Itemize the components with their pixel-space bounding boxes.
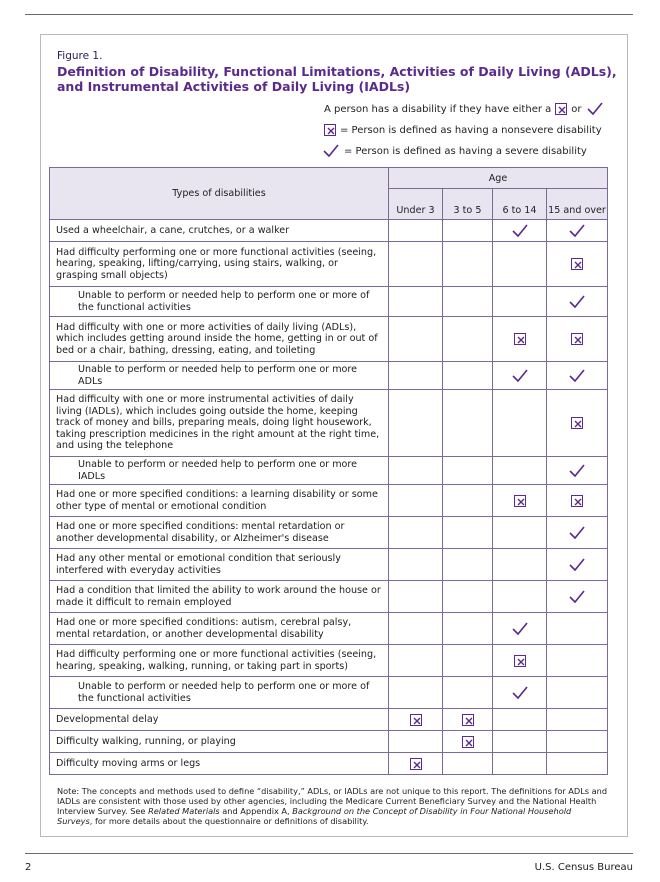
mark-cell	[443, 220, 493, 242]
mark-cell	[443, 242, 493, 287]
mark-cell	[547, 613, 608, 645]
x-box-icon	[410, 758, 422, 770]
legend-either-text: A person has a disability if they have either a	[324, 103, 552, 115]
table-note	[57, 786, 609, 826]
mark-cell	[547, 753, 608, 775]
table-row	[50, 549, 608, 581]
mark-cell	[389, 390, 443, 457]
mark-cell	[547, 581, 608, 613]
mark-cell	[443, 549, 493, 581]
legend-line-severe	[322, 143, 587, 159]
checkmark-icon	[568, 294, 586, 310]
mark-cell	[389, 517, 443, 549]
table-row	[50, 220, 608, 242]
row-description: Had difficulty with one or more instrumental activities of daily living (IADLs), which includes going outside the home, keeping track of money and bills, preparing meals, doing light housework, taking prescription medicines in the right amount at the right time, and using the telephone	[50, 390, 389, 457]
table-row	[50, 613, 608, 645]
legend-or-text: or	[571, 103, 582, 115]
mark-cell	[389, 220, 443, 242]
x-box-icon	[462, 714, 474, 726]
checkmark-icon	[568, 525, 586, 541]
mark-cell	[389, 677, 443, 709]
table-row	[50, 362, 608, 390]
mark-cell	[493, 517, 547, 549]
row-description: Had any other mental or emotional condition that seriously interfered with everyday activities	[50, 549, 389, 581]
mark-cell	[547, 317, 608, 362]
mark-cell	[443, 390, 493, 457]
mark-cell	[493, 677, 547, 709]
legend-nonsevere-text: = Person is defined as having a nonsevere disability	[340, 124, 602, 136]
mark-cell	[493, 317, 547, 362]
row-description: Had difficulty performing one or more functional activities (seeing, hearing, speaking, walking, running, or taking part in sports)	[50, 645, 389, 677]
mark-cell	[443, 317, 493, 362]
row-description: Used a wheelchair, a cane, crutches, or a walker	[50, 220, 389, 242]
note-part3: , for more details about the questionnaire or definitions of disability.	[89, 816, 369, 826]
row-description: Developmental delay	[50, 709, 389, 731]
disability-definition-table	[49, 167, 608, 775]
mark-cell	[443, 517, 493, 549]
legend-line-either	[324, 101, 604, 117]
mark-cell	[547, 220, 608, 242]
x-box-icon	[324, 124, 336, 136]
mark-cell	[443, 485, 493, 517]
table-row	[50, 709, 608, 731]
mark-cell	[493, 731, 547, 753]
mark-cell	[493, 390, 547, 457]
mark-cell	[493, 613, 547, 645]
table-row	[50, 287, 608, 317]
mark-cell	[547, 549, 608, 581]
checkmark-icon	[511, 223, 529, 239]
note-italic1: Related Materials	[148, 806, 220, 816]
row-description: Had one or more specified conditions: a learning disability or some other type of mental or emotional condition	[50, 485, 389, 517]
mark-cell	[443, 613, 493, 645]
figure-title: Definition of Disability, Functional Limitations, Activities of Daily Living (ADLs), and Instrumental Activities of Daily Living (IADLs)	[57, 64, 617, 94]
mark-cell	[389, 549, 443, 581]
mark-cell	[493, 220, 547, 242]
note-italic2: Background on the Concept of Disability in Four National Household Surveys	[57, 806, 572, 826]
mark-cell	[443, 645, 493, 677]
checkmark-icon	[322, 143, 340, 159]
checkmark-icon	[568, 368, 586, 384]
table-row	[50, 485, 608, 517]
row-description: Difficulty walking, running, or playing	[50, 731, 389, 753]
mark-cell	[389, 457, 443, 485]
x-box-icon	[555, 103, 567, 115]
table-row	[50, 581, 608, 613]
mark-cell	[443, 581, 493, 613]
mark-cell	[389, 753, 443, 775]
mark-cell	[493, 485, 547, 517]
row-description: Unable to perform or needed help to perform one or more of the functional activities	[50, 677, 389, 709]
table-row	[50, 457, 608, 485]
mark-cell	[443, 709, 493, 731]
mark-cell	[389, 581, 443, 613]
checkmark-icon	[568, 463, 586, 479]
row-description: Had one or more specified conditions: autism, cerebral palsy, mental retardation, or another developmental disability	[50, 613, 389, 645]
mark-cell	[547, 709, 608, 731]
checkmark-icon	[511, 368, 529, 384]
mark-cell	[389, 287, 443, 317]
checkmark-icon	[511, 621, 529, 637]
mark-cell	[493, 287, 547, 317]
legend-line-nonsevere	[324, 124, 602, 136]
x-box-icon	[514, 495, 526, 507]
table-row	[50, 390, 608, 457]
col-under-3: Under 3	[389, 189, 443, 220]
mark-cell	[443, 362, 493, 390]
mark-cell	[547, 287, 608, 317]
header-types: Types of disabilities	[50, 168, 389, 220]
mark-cell	[493, 709, 547, 731]
mark-cell	[389, 362, 443, 390]
footer-source: U.S. Census Bureau	[534, 862, 633, 873]
header-age: Age	[389, 168, 608, 189]
mark-cell	[443, 287, 493, 317]
row-description: Had a condition that limited the ability to work around the house or made it difficult to remain employed	[50, 581, 389, 613]
table-row	[50, 731, 608, 753]
mark-cell	[389, 645, 443, 677]
row-description: Unable to perform or needed help to perform one or more of the functional activities	[50, 287, 389, 317]
table-row	[50, 753, 608, 775]
mark-cell	[547, 362, 608, 390]
row-description: Had difficulty performing one or more functional activities (seeing, hearing, speaking, lifting/carrying, using stairs, walking, or grasping small objects)	[50, 242, 389, 287]
mark-cell	[493, 753, 547, 775]
x-box-icon	[571, 417, 583, 429]
mark-cell	[547, 485, 608, 517]
col-15-and-over: 15 and over	[547, 189, 608, 220]
checkmark-icon	[586, 101, 604, 117]
row-description: Unable to perform or needed help to perform one or more ADLs	[50, 362, 389, 390]
mark-cell	[389, 731, 443, 753]
table-row	[50, 517, 608, 549]
legend-severe-text: = Person is defined as having a severe disability	[344, 145, 587, 157]
table-row	[50, 317, 608, 362]
note-part2: and Appendix A,	[219, 806, 293, 816]
mark-cell	[443, 457, 493, 485]
checkmark-icon	[568, 223, 586, 239]
x-box-icon	[514, 655, 526, 667]
mark-cell	[547, 677, 608, 709]
figure-label: Figure 1.	[57, 50, 103, 62]
mark-cell	[443, 677, 493, 709]
mark-cell	[493, 242, 547, 287]
x-box-icon	[410, 714, 422, 726]
checkmark-icon	[511, 685, 529, 701]
mark-cell	[389, 242, 443, 287]
mark-cell	[493, 549, 547, 581]
x-box-icon	[462, 736, 474, 748]
mark-cell	[389, 709, 443, 731]
mark-cell	[389, 485, 443, 517]
note-part1: Note: The concepts and methods used to define “disability,” ADLs, or IADLs are not unique to this report. The definitions for ADLs and IADLs are consistent with those used by other agencies, including the Medicare Current Beneficiary Survey and the National Health Interview Survey. See	[57, 786, 608, 816]
col-3-to-5: 3 to 5	[443, 189, 493, 220]
bottom-rule	[25, 853, 633, 854]
row-description: Difficulty moving arms or legs	[50, 753, 389, 775]
page-number: 2	[25, 862, 32, 873]
mark-cell	[493, 362, 547, 390]
mark-cell	[493, 645, 547, 677]
top-rule	[25, 14, 633, 15]
row-description: Unable to perform or needed help to perform one or more IADLs	[50, 457, 389, 485]
x-box-icon	[571, 495, 583, 507]
table-row	[50, 242, 608, 287]
mark-cell	[547, 731, 608, 753]
x-box-icon	[571, 258, 583, 270]
mark-cell	[389, 613, 443, 645]
mark-cell	[443, 753, 493, 775]
mark-cell	[547, 390, 608, 457]
col-6-to-14: 6 to 14	[493, 189, 547, 220]
checkmark-icon	[568, 557, 586, 573]
x-box-icon	[514, 333, 526, 345]
mark-cell	[493, 457, 547, 485]
mark-cell	[547, 517, 608, 549]
mark-cell	[547, 645, 608, 677]
table-row	[50, 677, 608, 709]
checkmark-icon	[568, 589, 586, 605]
mark-cell	[547, 457, 608, 485]
mark-cell	[389, 317, 443, 362]
mark-cell	[443, 731, 493, 753]
mark-cell	[547, 242, 608, 287]
row-description: Had one or more specified conditions: mental retardation or another developmental disability, or Alzheimer's disease	[50, 517, 389, 549]
row-description: Had difficulty with one or more activities of daily living (ADLs), which includes getting around inside the home, getting in or out of bed or a chair, bathing, dressing, eating, and toileting	[50, 317, 389, 362]
table-row	[50, 645, 608, 677]
mark-cell	[493, 581, 547, 613]
x-box-icon	[571, 333, 583, 345]
